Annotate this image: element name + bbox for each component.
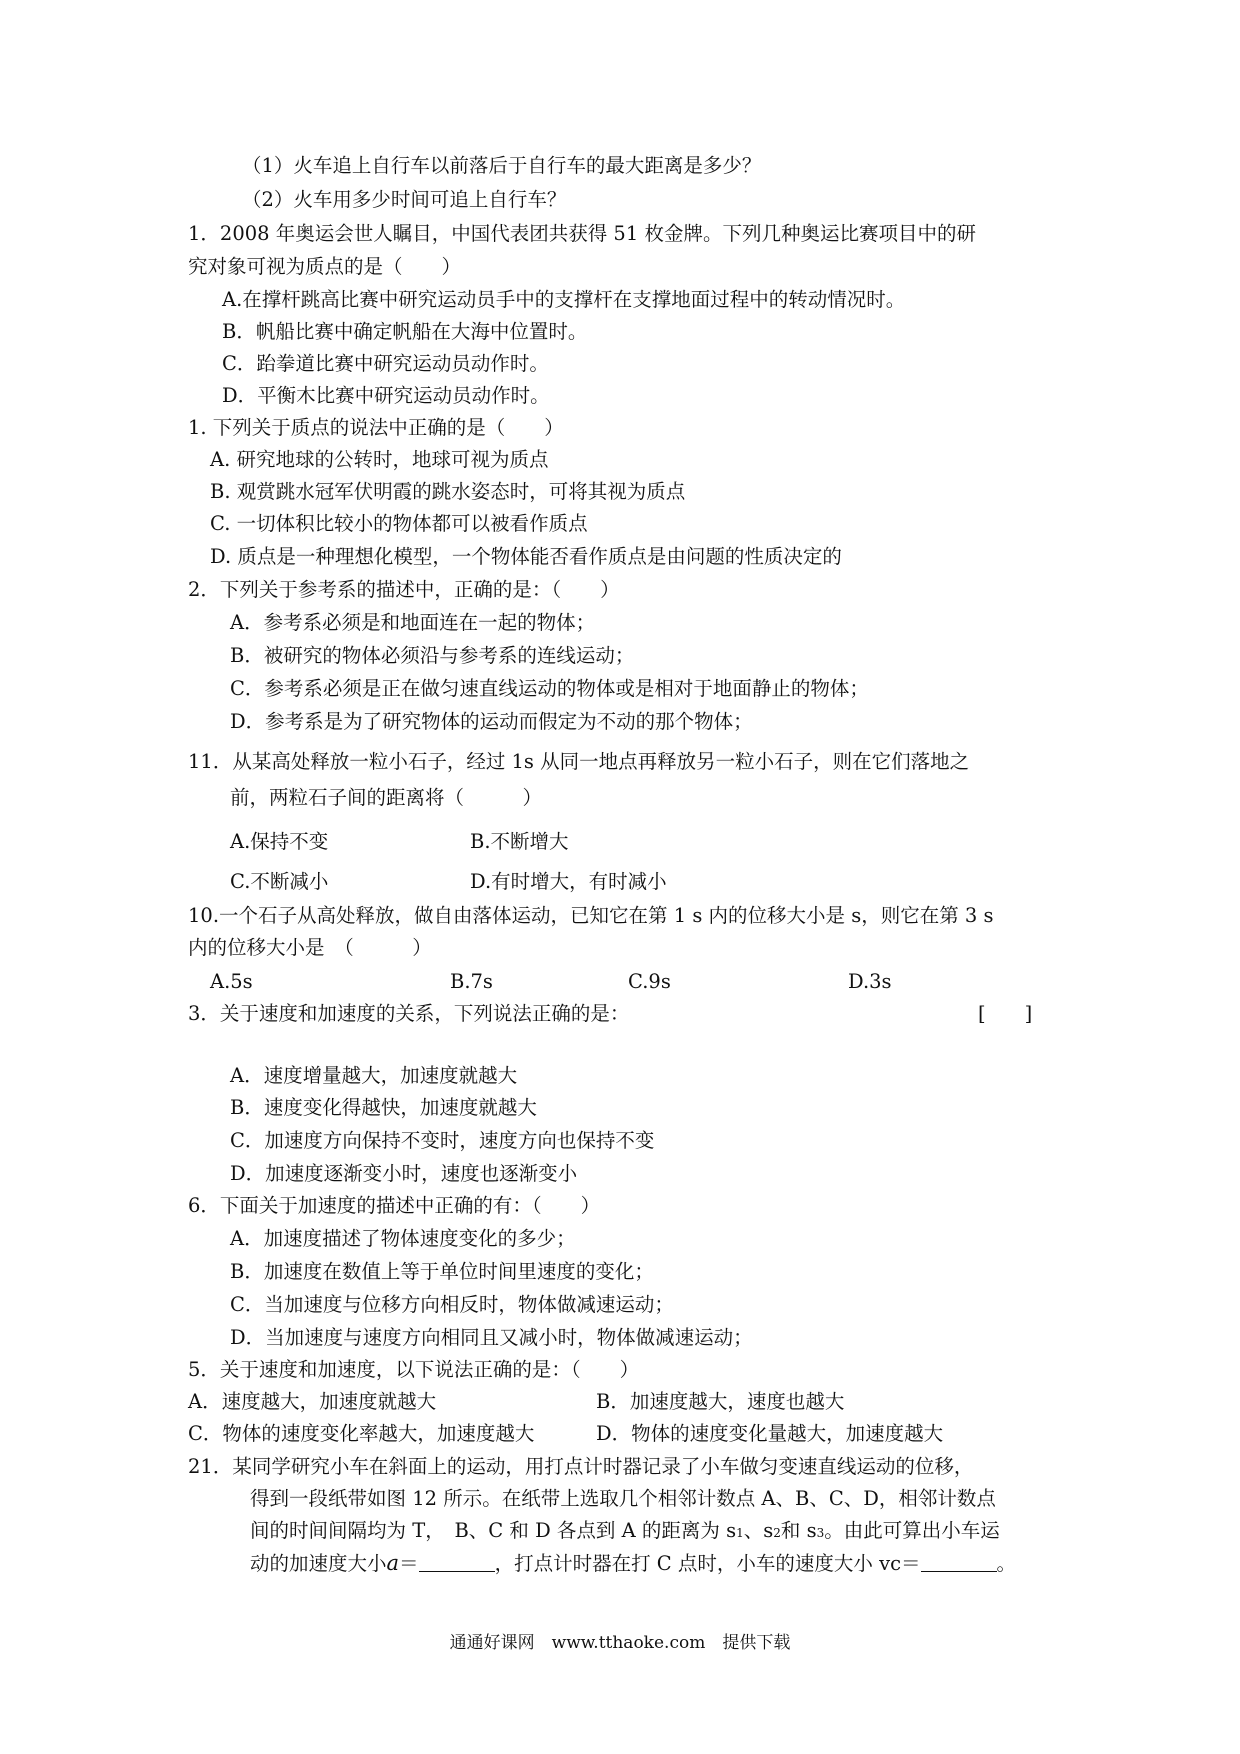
text-line: C．物体的速度变化率越大，加速度越大 <box>188 1422 535 1445</box>
text-line: 11．从某高处释放一粒小石子，经过 1s 从同一地点再释放另一粒小石子，则在它们落地之 <box>188 750 970 773</box>
text-line: D．当加速度与速度方向相同且又减小时，物体做减速运动； <box>230 1326 753 1349</box>
text-line: C．跆拳道比赛中研究运动员动作时。 <box>222 352 549 375</box>
text-line: C．当加速度与位移方向相反时，物体做减速运动； <box>230 1293 674 1316</box>
text-line: D.有时增大，有时减小 <box>470 870 667 893</box>
question-21-line-4: 动的加速度大小a＝ ，打点计时器在打 C 点时，小车的速度大小 vc＝ 。 <box>250 1551 1017 1575</box>
text-line: C. 一切体积比较小的物体都可以被看作质点 <box>210 512 588 535</box>
text-line: A.在撑杆跳高比赛中研究运动员手中的支撑杆在支撑地面过程中的转动情况时。 <box>222 288 906 311</box>
text-line: 10.一个石子从高处释放，做自由落体运动，已知它在第 1 s 内的位移大小是 s，则它在第 3 s <box>188 904 994 927</box>
text-line: [ ] <box>978 1002 1033 1025</box>
text-line: 得到一段纸带如图 12 所示。在纸带上选取几个相邻计数点 A、B、C、D，相邻计数点 <box>250 1487 996 1510</box>
text-line: 21．某同学研究小车在斜面上的运动，用打点计时器记录了小车做匀变速直线运动的位移， <box>188 1455 974 1478</box>
text-line: 前，两粒石子间的距离将（ ） <box>230 786 543 809</box>
text-line: D. 质点是一种理想化模型，一个物体能否看作质点是由问题的性质决定的 <box>210 545 842 568</box>
text-line: D．加速度逐渐变小时，速度也逐渐变小 <box>230 1162 578 1185</box>
text-line: A．参考系必须是和地面连在一起的物体； <box>230 611 596 634</box>
text-line: （2）火车用多少时间可追上自行车？ <box>242 188 567 211</box>
text-line: 5．关于速度和加速度，以下说法正确的是：（ ） <box>188 1358 640 1381</box>
text-line: 1．2008 年奥运会世人瞩目，中国代表团共获得 51 枚金牌。下列几种奥运比赛项目中的研 <box>188 222 976 245</box>
text-line: B．被研究的物体必须沿与参考系的连线运动； <box>230 644 635 667</box>
text-line: B. 观赏跳水冠军伏明霞的跳水姿态时，可将其视为质点 <box>210 480 686 503</box>
text-line: B．加速度越大，速度也越大 <box>596 1390 845 1413</box>
text-line: （1）火车追上自行车以前落后于自行车的最大距离是多少？ <box>242 154 762 177</box>
text-line: 3．关于速度和加速度的关系，下列说法正确的是： <box>188 1002 630 1025</box>
text-line: B．帆船比赛中确定帆船在大海中位置时。 <box>222 320 588 343</box>
page-footer: 通通好课网 www.tthaoke.com 提供下载 <box>449 1633 791 1653</box>
text-line: A.保持不变 <box>230 830 329 853</box>
acceleration-answer-blank[interactable] <box>419 1553 495 1572</box>
text-line: D．参考系是为了研究物体的运动而假定为不动的那个物体； <box>230 710 753 733</box>
text-line: 2．下列关于参考系的描述中，正确的是：（ ） <box>188 578 620 601</box>
velocity-answer-blank[interactable] <box>921 1553 997 1572</box>
text-line: A.5s <box>210 970 253 993</box>
acceleration-symbol: a <box>386 1551 400 1575</box>
text-line: D．物体的速度变化量越大，加速度越大 <box>596 1422 944 1445</box>
text-line: 1. 下列关于质点的说法中正确的是（ ） <box>188 416 564 439</box>
text-line: A．速度增量越大，加速度就越大 <box>230 1064 518 1087</box>
text-line: 6．下面关于加速度的描述中正确的有：（ ） <box>188 1194 601 1217</box>
text-line: A．加速度描述了物体速度变化的多少； <box>230 1227 576 1250</box>
text-line: A．速度越大，加速度就越大 <box>188 1390 437 1413</box>
text-line: C．参考系必须是正在做匀速直线运动的物体或是相对于地面静止的物体； <box>230 677 869 700</box>
text-line: C.9s <box>628 970 671 993</box>
text-line: D．平衡木比赛中研究运动员动作时。 <box>222 384 550 407</box>
text-line: C.不断减小 <box>230 870 329 893</box>
text-line: A. 研究地球的公转时，地球可视为质点 <box>210 448 549 471</box>
text-line: 内的位移大小是 （ ） <box>188 936 432 959</box>
question-21-line-3: 间的时间间隔均为 T， B、C 和 D 各点到 A 的距离为 s1、s2和 s3。由此可算出小车运 <box>250 1519 1000 1542</box>
text-line: B．速度变化得越快，加速度就越大 <box>230 1096 537 1119</box>
text-line: D.3s <box>848 970 892 993</box>
text-line: B．加速度在数值上等于单位时间里速度的变化； <box>230 1260 654 1283</box>
text-line: B.7s <box>450 970 493 993</box>
text-line: 究对象可视为质点的是（ ） <box>188 255 462 278</box>
text-line: C．加速度方向保持不变时，速度方向也保持不变 <box>230 1129 655 1152</box>
text-line: B.不断增大 <box>470 830 569 853</box>
